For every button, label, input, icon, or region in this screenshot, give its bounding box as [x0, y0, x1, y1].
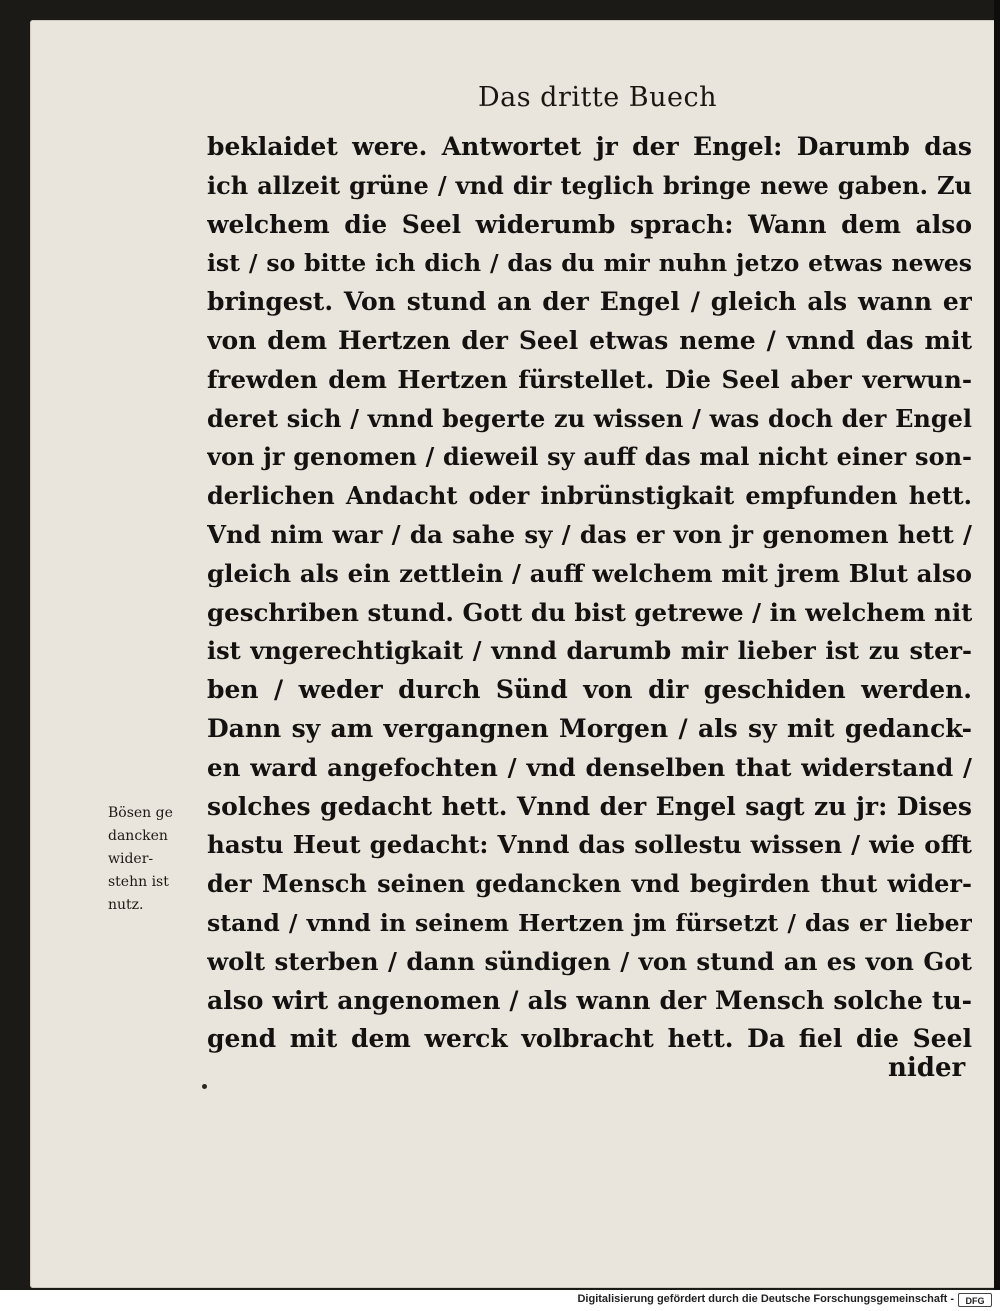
footer-bar [0, 1290, 1000, 1311]
margin-note-line: wider- [108, 851, 154, 867]
running-header: Das dritte Buech [478, 82, 717, 113]
text-line: gend mit dem werck volbracht hett. Da fiel die Seel [207, 1024, 972, 1054]
text-line: Dann sy am vergangnen Morgen / als sy mit gedanck- [207, 713, 972, 743]
text-line: der Mensch seinen gedancken vnd begirden thut wider- [207, 869, 972, 899]
footer-credit: Digitalisierung gefördert durch die Deutsche Forschungsgemeinschaft - [577, 1293, 954, 1305]
text-line: geschriben stund. Gott du bist getrewe / in welchem nit [207, 597, 972, 627]
text-line: ist / so bitte ich dich / das du mir nuhn jetzo etwas newes [207, 249, 972, 278]
catchword: nider [888, 1053, 966, 1083]
text-line: welchem die Seel widerumb sprach: Wann dem also [207, 209, 972, 239]
text-line: also wirt angenomen / als wann der Mensch solche tu- [207, 985, 972, 1015]
dfg-logo-icon: DFG [958, 1293, 992, 1307]
margin-note-line: nutz. [108, 897, 144, 913]
text-line: von dem Hertzen der Seel etwas neme / vnnd das mit [207, 325, 972, 355]
text-line: hastu Heut gedacht: Vnnd das sollestu wissen / wie offt [207, 830, 972, 860]
ink-speck [202, 1084, 207, 1089]
text-line: Vnd nim war / da sahe sy / das er von jr genomen hett / [207, 519, 972, 549]
text-line: beklaidet were. Antwortet jr der Engel: Darumb das [207, 132, 972, 161]
text-line: en ward angefochten / vnd denselben that widerstand / [207, 752, 972, 782]
text-line: stand / vnnd in seinem Hertzen jm fürsetzt / das er lieber [207, 908, 972, 937]
margin-note-line: Bösen ge [108, 805, 173, 821]
margin-note-line: dancken [108, 828, 168, 844]
text-line: deret sich / vnnd begerte zu wissen / was doch der Engel [207, 403, 972, 433]
text-line: von jr genomen / dieweil sy auff das mal nicht einer son- [207, 442, 972, 472]
margin-note-line: stehn ist [108, 874, 169, 890]
text-line: solches gedacht hett. Vnnd der Engel sagt zu jr: Dises [207, 791, 972, 821]
body-text [207, 128, 972, 1059]
text-line: ben / weder durch Sünd von dir geschiden werden. [207, 675, 972, 705]
page-edge-shadow [994, 0, 1000, 1290]
text-line: gleich als ein zettlein / auff welchem mit jrem Blut also [207, 558, 972, 588]
margin-note [108, 802, 203, 917]
text-line: bringest. Von stund an der Engel / gleich als wann er [207, 287, 972, 317]
text-line: wolt sterben / dann sündigen / von stund an es von Got [207, 946, 972, 976]
text-line: frewden dem Hertzen fürstellet. Die Seel aber verwun- [207, 364, 972, 394]
text-line: derlichen Andacht oder inbrünstigkait empfunden hett. [207, 481, 972, 511]
text-line: ist vngerechtigkait / vnnd darumb mir lieber ist zu ster- [207, 636, 972, 666]
text-line: ich allzeit grüne / vnd dir teglich bringe newe gaben. Zu [207, 170, 972, 200]
